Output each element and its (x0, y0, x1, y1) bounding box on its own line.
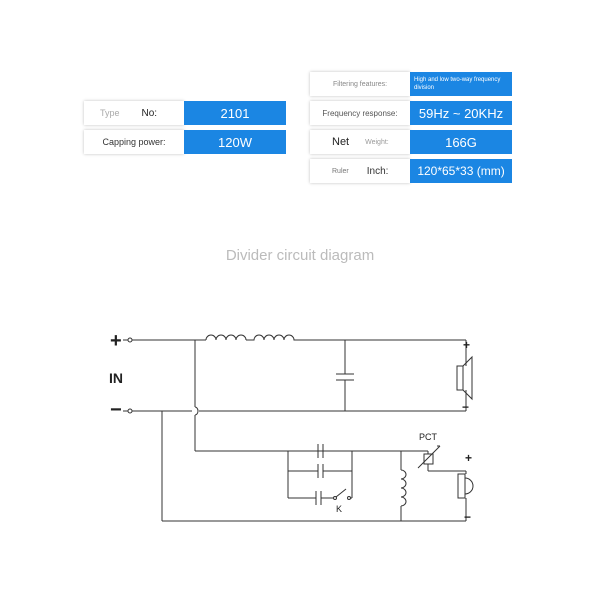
capacitor-c3 (288, 451, 352, 498)
pct-resistor (418, 446, 466, 471)
inductor-l2 (401, 451, 406, 521)
inductor-l1 (206, 335, 466, 340)
weight-value: 166G (410, 130, 512, 154)
input-plus-label: + (110, 330, 122, 352)
tweeter-minus-label: − (464, 510, 472, 524)
diagram-title: Divider circuit diagram (225, 247, 375, 264)
switch-k-label: K (336, 504, 343, 514)
woofer-minus-label: − (462, 400, 470, 414)
ruler-label: Ruler (332, 167, 349, 175)
input-in-label: IN (109, 370, 123, 386)
capacitor-c1 (336, 340, 354, 411)
inch-label: Inch: (366, 165, 389, 177)
freq-label: Frequency response: (322, 108, 398, 118)
input-minus-label: − (110, 399, 122, 421)
filtering-value-text: High and low two-way frequency division (414, 77, 501, 91)
size-value: 120*65*33 (mm) (410, 159, 512, 183)
input-minus-terminal (123, 409, 466, 413)
tweeter-plus-label: + (465, 451, 473, 465)
capping-value: 120W (184, 130, 286, 154)
wire-crossover (195, 407, 198, 415)
woofer-plus-label: + (463, 338, 471, 352)
weight-label: Weight: (365, 138, 389, 146)
no-value: 2101 (184, 101, 286, 125)
filtering-label: Filtering features: (332, 80, 388, 88)
pct-label: PCT (419, 432, 437, 442)
net-label: Net (332, 136, 350, 148)
type-label: Type (100, 108, 120, 118)
capacitor-c4-with-switch (288, 489, 352, 505)
input-plus-terminal (123, 338, 206, 342)
freq-value: 59Hz ~ 20KHz (410, 101, 512, 125)
capping-label: Capping power: (102, 137, 166, 147)
capacitor-c2 (288, 444, 323, 458)
no-label: No: (141, 107, 158, 119)
